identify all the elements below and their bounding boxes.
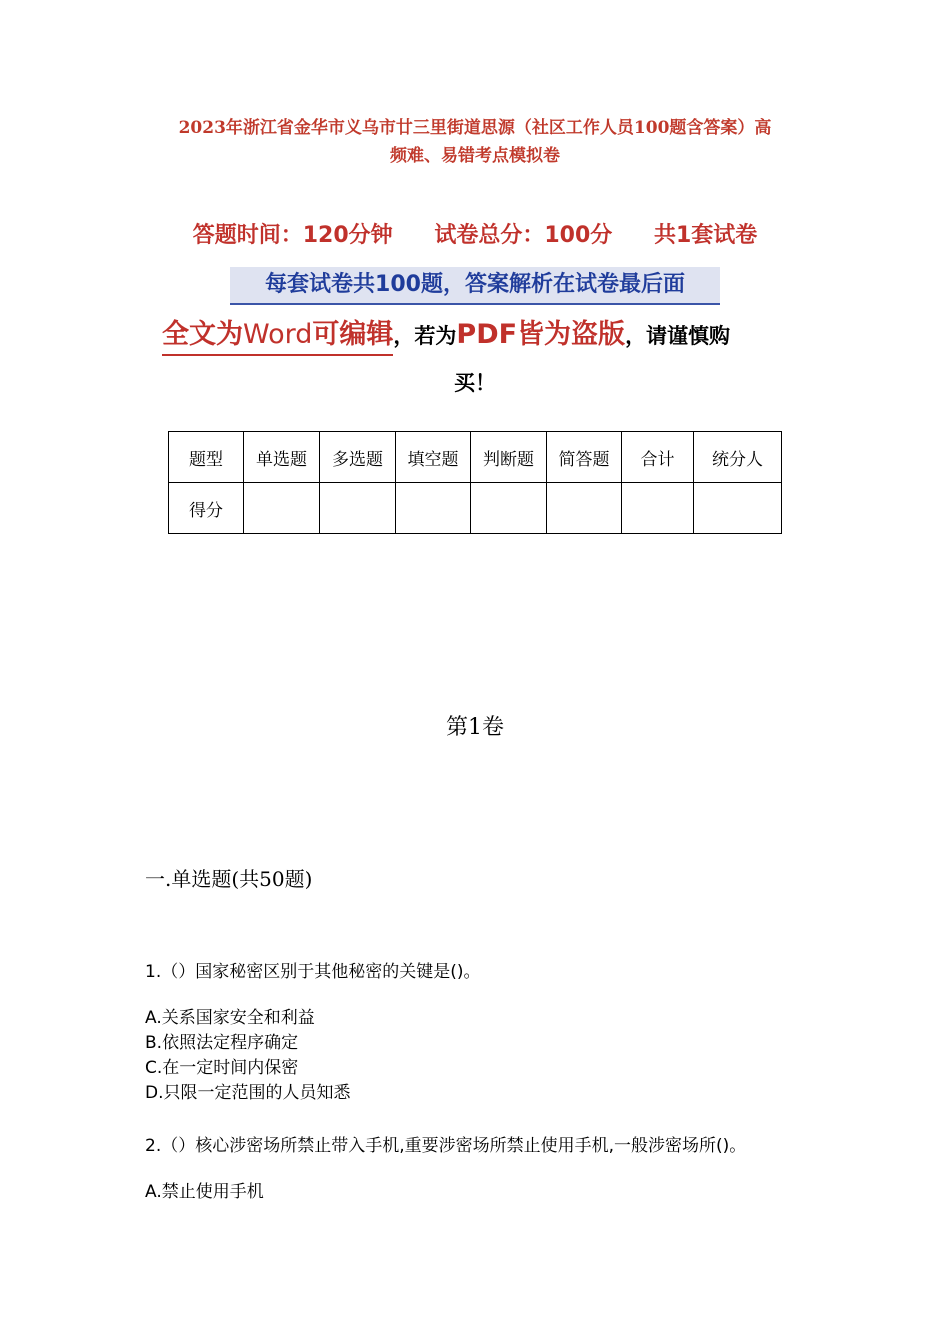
word-editable-note bbox=[162, 319, 393, 356]
score-cell[interactable] bbox=[244, 483, 320, 534]
warning-text-5: 买！ bbox=[454, 371, 496, 395]
question-1: 1.（）国家秘密区别于其他秘密的关键是()。 bbox=[145, 962, 481, 982]
score-cell[interactable] bbox=[622, 483, 694, 534]
score-row-label: 得分 bbox=[169, 483, 244, 534]
score-cell[interactable] bbox=[320, 483, 396, 534]
answer-notice: 每套试卷共100题，答案解析在试卷最后面 bbox=[230, 267, 720, 305]
header-cell: 统分人 bbox=[694, 432, 782, 483]
question-2-options bbox=[145, 1180, 264, 1205]
score-table-score-row bbox=[169, 483, 782, 534]
header-cell: 简答题 bbox=[547, 432, 622, 483]
exam-set-count: 共1套试卷 bbox=[653, 223, 758, 248]
header-cell: 填空题 bbox=[396, 432, 471, 483]
title-line-1: 2023年浙江省金华市义乌市廿三里街道思源（社区工作人员100题含答案）高 bbox=[178, 118, 772, 138]
header-cell: 单选题 bbox=[244, 432, 320, 483]
option-a: A.禁止使用手机 bbox=[145, 1182, 264, 1202]
warning-text-pdf: PDF皆为盗版 bbox=[456, 319, 626, 350]
volume-heading: 第1卷 bbox=[446, 715, 504, 740]
score-cell[interactable] bbox=[471, 483, 547, 534]
title-line-2: 频难、易错考点模拟卷 bbox=[390, 146, 560, 166]
header-cell: 题型 bbox=[169, 432, 244, 483]
option-c: C.在一定时间内保密 bbox=[145, 1058, 299, 1078]
warning-text-4: ，请谨慎购 bbox=[625, 324, 731, 348]
option-d: D.只限一定范围的人员知悉 bbox=[145, 1083, 351, 1103]
exam-info bbox=[0, 218, 950, 249]
score-cell[interactable] bbox=[396, 483, 471, 534]
warning-text-a: 全文为 bbox=[162, 319, 243, 350]
score-cell[interactable] bbox=[694, 483, 782, 534]
warning-text-2: ，若为 bbox=[393, 324, 457, 348]
score-table-header-row bbox=[169, 432, 782, 483]
warning-text-word: Word bbox=[243, 319, 313, 350]
score-table bbox=[168, 431, 782, 534]
option-a: A.关系国家安全和利益 bbox=[145, 1008, 315, 1028]
header-cell: 多选题 bbox=[320, 432, 396, 483]
header-cell: 判断题 bbox=[471, 432, 547, 483]
option-b: B.依照法定程序确定 bbox=[145, 1033, 299, 1053]
score-cell[interactable] bbox=[547, 483, 622, 534]
copyright-warning bbox=[162, 312, 802, 351]
header-cell: 合计 bbox=[622, 432, 694, 483]
exam-total-score: 试卷总分：100分 bbox=[434, 223, 613, 248]
document-title bbox=[120, 114, 830, 170]
warning-text-c: 可编辑 bbox=[312, 319, 394, 350]
question-2: 2.（）核心涉密场所禁止带入手机,重要涉密场所禁止使用手机,一般涉密场所()。 bbox=[145, 1136, 747, 1156]
section-heading: 一.单选题(共50题) bbox=[145, 867, 313, 891]
exam-time: 答题时间：120分钟 bbox=[192, 223, 393, 248]
question-1-options bbox=[145, 1006, 351, 1106]
